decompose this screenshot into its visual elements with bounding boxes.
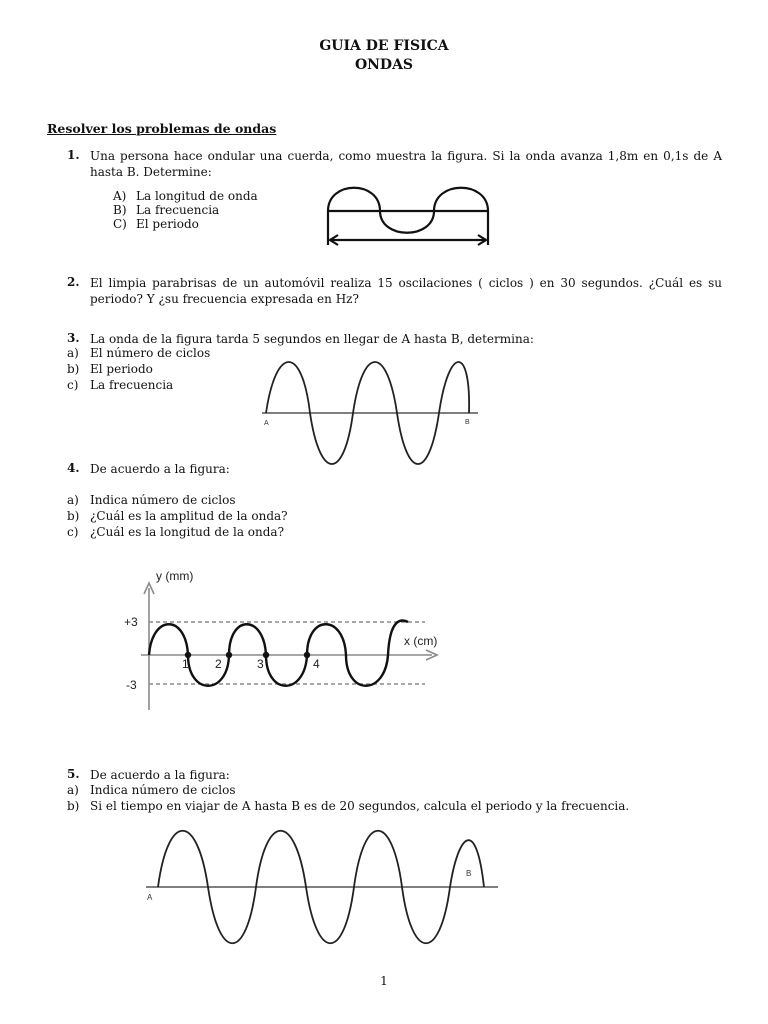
problem-4-item-text: Indica número de ciclos — [90, 493, 236, 507]
problem-5-item-text: Indica número de ciclos — [90, 783, 236, 797]
wave-4-point-label: 3 — [257, 657, 264, 671]
problem-5-item-text: Si el tiempo en viajar de A hasta B es de 20 segundos, calcula el periodo y la frecuencia. — [90, 799, 630, 813]
wave-3-label-b: B — [465, 419, 470, 426]
problem-1-option-letter: B) — [113, 203, 127, 217]
wave-5-label-a: A — [147, 893, 153, 902]
problem-4-item-letter: b) — [67, 509, 80, 523]
problem-3-item-letter: a) — [67, 346, 79, 360]
problem-1-number: 1. — [67, 148, 80, 162]
problem-2-number: 2. — [67, 275, 80, 289]
document-subtitle: ONDAS — [354, 57, 414, 73]
problem-3-item-text: El número de ciclos — [90, 346, 211, 360]
problem-1-text: Una persona hace ondular una cuerda, como muestra la figura. Si la onda avanza 1,8m en 0,1s de A hasta B. Determine: — [90, 149, 722, 179]
problem-4-text: De acuerdo a la figura: — [90, 462, 230, 476]
wave-3-label-a: A — [264, 420, 269, 427]
problem-1-option-text: La frecuencia — [136, 203, 220, 217]
problem-1-option-text: El periodo — [136, 217, 199, 231]
document-title: GUIA DE FISICA — [319, 38, 449, 54]
plus-label: +3 — [124, 615, 138, 629]
problem-3-number: 3. — [67, 331, 80, 345]
problem-3-item-text: El periodo — [90, 362, 153, 376]
x-axis-label: x (cm) — [404, 634, 438, 648]
problem-5-number: 5. — [67, 767, 80, 781]
problem-1-option-text: La longitud de onda — [136, 189, 258, 203]
section-heading: Resolver los problemas de ondas — [47, 121, 277, 136]
problem-3-item-text: La frecuencia — [90, 378, 174, 392]
problem-4-number: 4. — [67, 461, 80, 475]
problem-1-option-letter: A) — [113, 189, 127, 203]
problem-5-item-letter: b) — [67, 799, 80, 813]
problem-4-item-letter: a) — [67, 493, 79, 507]
wave-4-point-label: 4 — [313, 657, 320, 671]
page-number: 1 — [380, 974, 388, 988]
problem-2-text: El limpia parabrisas de un automóvil realiza 15 oscilaciones ( ciclos ) en 30 segundos. ¿Cuál es su periodo? Y ¿su frecuencia expresada en Hz? — [90, 276, 722, 306]
wave-4-point-label: 2 — [215, 657, 222, 671]
wave-5-label-b: B — [466, 869, 472, 878]
minus-label: -3 — [126, 678, 137, 692]
y-axis-label: y (mm) — [156, 569, 194, 583]
problem-5-text: De acuerdo a la figura: — [90, 768, 230, 782]
problem-4-item-text: ¿Cuál es la longitud de la onda? — [90, 525, 285, 539]
problem-3-item-letter: b) — [67, 362, 80, 376]
problem-3-item-letter: c) — [67, 378, 79, 392]
problem-5-item-letter: a) — [67, 783, 79, 797]
problem-3-text: La onda de la figura tarda 5 segundos en llegar de A hasta B, determina: — [90, 332, 534, 346]
wave-4-point-label: 1 — [182, 657, 189, 671]
problem-4-item-text: ¿Cuál es la amplitud de la onda? — [90, 509, 288, 523]
problem-4-item-letter: c) — [67, 525, 79, 539]
problem-1-option-letter: C) — [113, 217, 127, 231]
